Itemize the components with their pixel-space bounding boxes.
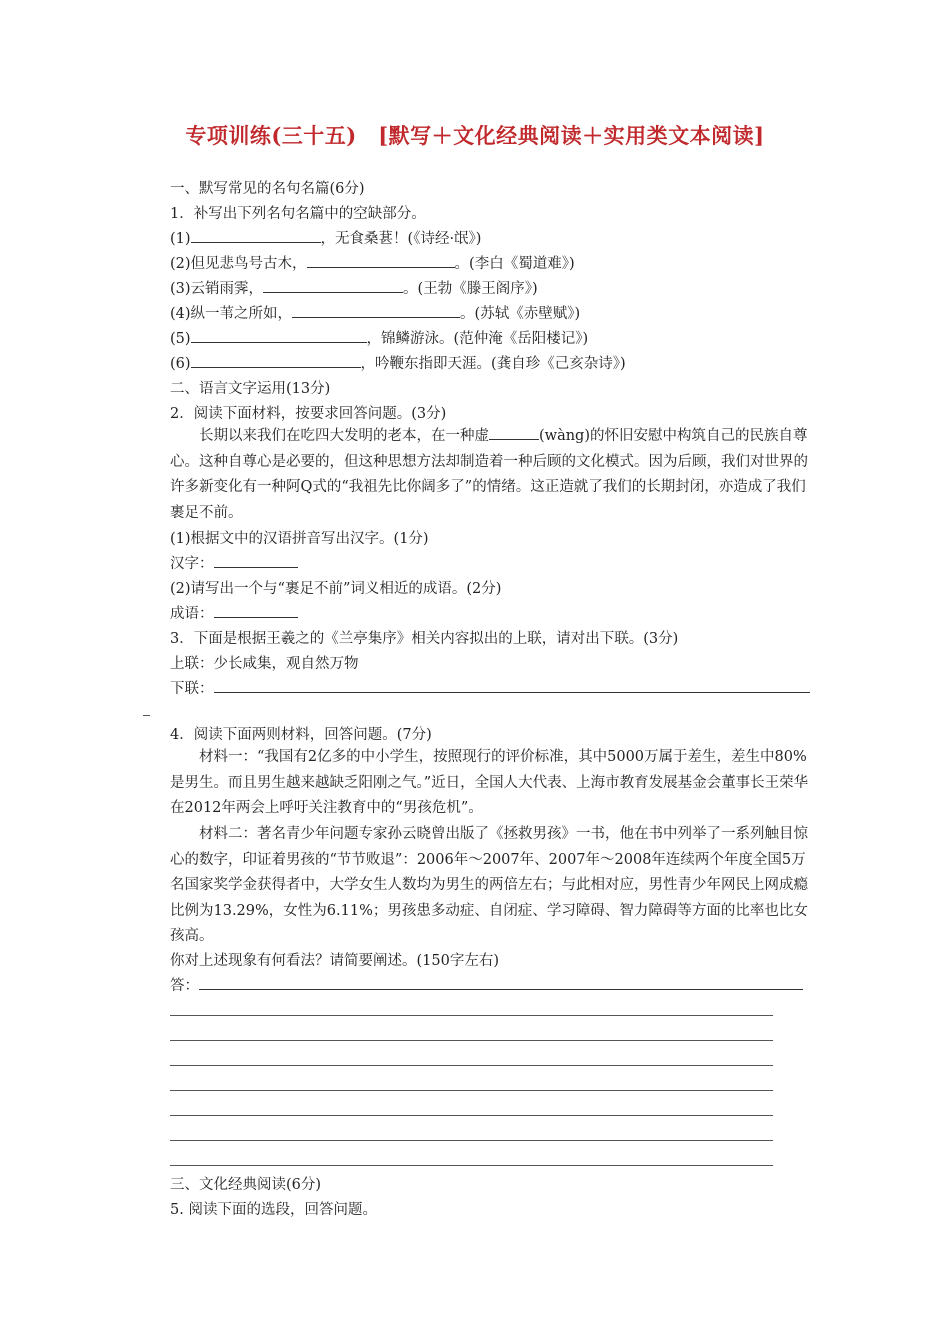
fill-blank[interactable] bbox=[489, 424, 539, 440]
couplet-lower-line bbox=[170, 677, 810, 698]
item-number: (6) bbox=[170, 356, 191, 372]
idiom-answer-line bbox=[170, 602, 298, 623]
item-number: (5) bbox=[170, 331, 191, 347]
section-3-heading: 三、文化经典阅读(6分) bbox=[170, 1177, 322, 1193]
fill-blank[interactable] bbox=[191, 352, 361, 368]
question-4-intro: 4．阅读下面两则材料，回答问题。(7分) bbox=[170, 727, 432, 743]
question-2-passage bbox=[170, 424, 818, 526]
blank-item-1 bbox=[170, 227, 481, 248]
hanzi-answer-line bbox=[170, 552, 298, 573]
item-number: (3) bbox=[170, 281, 191, 297]
answer-label: 答： bbox=[170, 978, 199, 994]
section-2-heading: 二、语言文字运用(13分) bbox=[170, 381, 331, 397]
blank-item-4 bbox=[170, 302, 580, 323]
item-number: (4) bbox=[170, 306, 191, 322]
answer-rule[interactable] bbox=[170, 1065, 773, 1066]
hanzi-blank[interactable] bbox=[214, 552, 298, 568]
couplet-lower-label: 下联： bbox=[170, 681, 214, 697]
stray-underline bbox=[143, 715, 150, 716]
idiom-blank[interactable] bbox=[214, 602, 298, 618]
item-text-after: 。(王勃《滕王阁序》) bbox=[403, 281, 538, 297]
question-2-sub-1: (1)根据文中的汉语拼音写出汉字。(1分) bbox=[170, 531, 429, 547]
question-3-intro: 3．下面是根据王羲之的《兰亭集序》相关内容拟出的上联，请对出下联。(3分) bbox=[170, 631, 679, 647]
item-text-before: 纵一苇之所如， bbox=[190, 306, 293, 322]
answer-blank-first[interactable] bbox=[199, 974, 803, 990]
answer-rule[interactable] bbox=[170, 1040, 773, 1041]
item-text-after: 。(苏轼《赤壁赋》) bbox=[460, 306, 581, 322]
blank-item-2 bbox=[170, 252, 575, 273]
item-text-after: ，无食桑葚！(《诗经·氓》) bbox=[320, 231, 482, 247]
answer-rule[interactable] bbox=[170, 1140, 773, 1141]
answer-rule[interactable] bbox=[170, 1015, 773, 1016]
item-text-before: 但见悲鸟号古木， bbox=[190, 256, 307, 272]
question-2-sub-2: (2)请写出一个与“裹足不前”词义相近的成语。(2分) bbox=[170, 581, 502, 597]
answer-line bbox=[170, 974, 803, 995]
idiom-label: 成语： bbox=[170, 606, 214, 622]
answer-rule[interactable] bbox=[170, 1090, 773, 1091]
hanzi-label: 汉字： bbox=[170, 556, 214, 572]
fill-blank[interactable] bbox=[263, 277, 403, 293]
question-4-material-1: 材料一：“我国有2亿多的中小学生，按照现行的评价标准，其中5000万属于差生，差生中80%是男生。而且男生越来越缺乏阳刚之气。”近日，全国人大代表、上海市教育发展基金会董事长王荣华在2012年两会上呼吁关注教育中的“男孩危机”。 bbox=[170, 749, 809, 816]
fill-blank[interactable] bbox=[191, 227, 321, 243]
item-text-before: 云销雨霁， bbox=[190, 281, 264, 297]
blank-item-5 bbox=[170, 327, 588, 348]
item-text-after: ，吟鞭东指即天涯。(龚自珍《己亥杂诗》) bbox=[360, 356, 626, 372]
fill-blank[interactable] bbox=[307, 252, 455, 268]
couplet-upper: 上联：少长咸集，观自然万物 bbox=[170, 656, 359, 672]
question-4-material-2: 材料二：著名青少年问题专家孙云晓曾出版了《拯救男孩》一书，他在书中列举了一系列触目惊心的数字，印证着男孩的“节节败退”：2006年～2007年、2007年～2008年连续两个年度全国5万名国家奖学金获得者中，大学女生人数均为男生的两倍左右；与此相对应，男性青少年网民上网成瘾比例为13.29%，女性为6.11%；男孩患多动症、自闭症、学习障碍、智力障碍等方面的比率也比女孩高。 bbox=[170, 826, 808, 944]
question-4-prompt: 你对上述现象有何看法？请简要阐述。(150字左右) bbox=[170, 953, 499, 969]
section-1-heading: 一、默写常见的名句名篇(6分) bbox=[170, 181, 365, 197]
passage-text-rest: (wàng)的怀旧安慰中构筑自己的民族自尊心。这种自尊心是必要的，但这种思想方法却制造着一种后顾的文化模式。因为后顾，我们对世界的许多新变化有一种阿Q式的“我祖先比你阔多了”的情绪。这正造就了我们的长期封闭，亦造成了我们裹足不前。 bbox=[170, 428, 808, 521]
fill-blank[interactable] bbox=[292, 302, 460, 318]
item-text-after: 。(李白《蜀道难》) bbox=[454, 256, 575, 272]
item-number: (2) bbox=[170, 256, 191, 272]
item-text-after: ，锦鳞游泳。(范仲淹《岳阳楼记》) bbox=[366, 331, 589, 347]
question-5-intro: 5. 阅读下面的选段，回答问题。 bbox=[170, 1202, 377, 1218]
blank-item-6 bbox=[170, 352, 626, 373]
passage-text-start: 长期以来我们在吃四大发明的老本，在一种虚 bbox=[199, 428, 489, 444]
blank-item-3 bbox=[170, 277, 538, 298]
answer-rule[interactable] bbox=[170, 1115, 773, 1116]
question-2-intro: 2．阅读下面材料，按要求回答问题。(3分) bbox=[170, 406, 447, 422]
couplet-lower-blank[interactable] bbox=[214, 677, 810, 693]
fill-blank[interactable] bbox=[191, 327, 367, 343]
item-number: (1) bbox=[170, 231, 191, 247]
answer-rule[interactable] bbox=[170, 1165, 773, 1166]
question-1-intro: 1．补写出下列名句名篇中的空缺部分。 bbox=[170, 206, 426, 222]
document-title: 专项训练(三十五) [默写＋文化经典阅读＋实用类文本阅读] bbox=[185, 123, 765, 148]
